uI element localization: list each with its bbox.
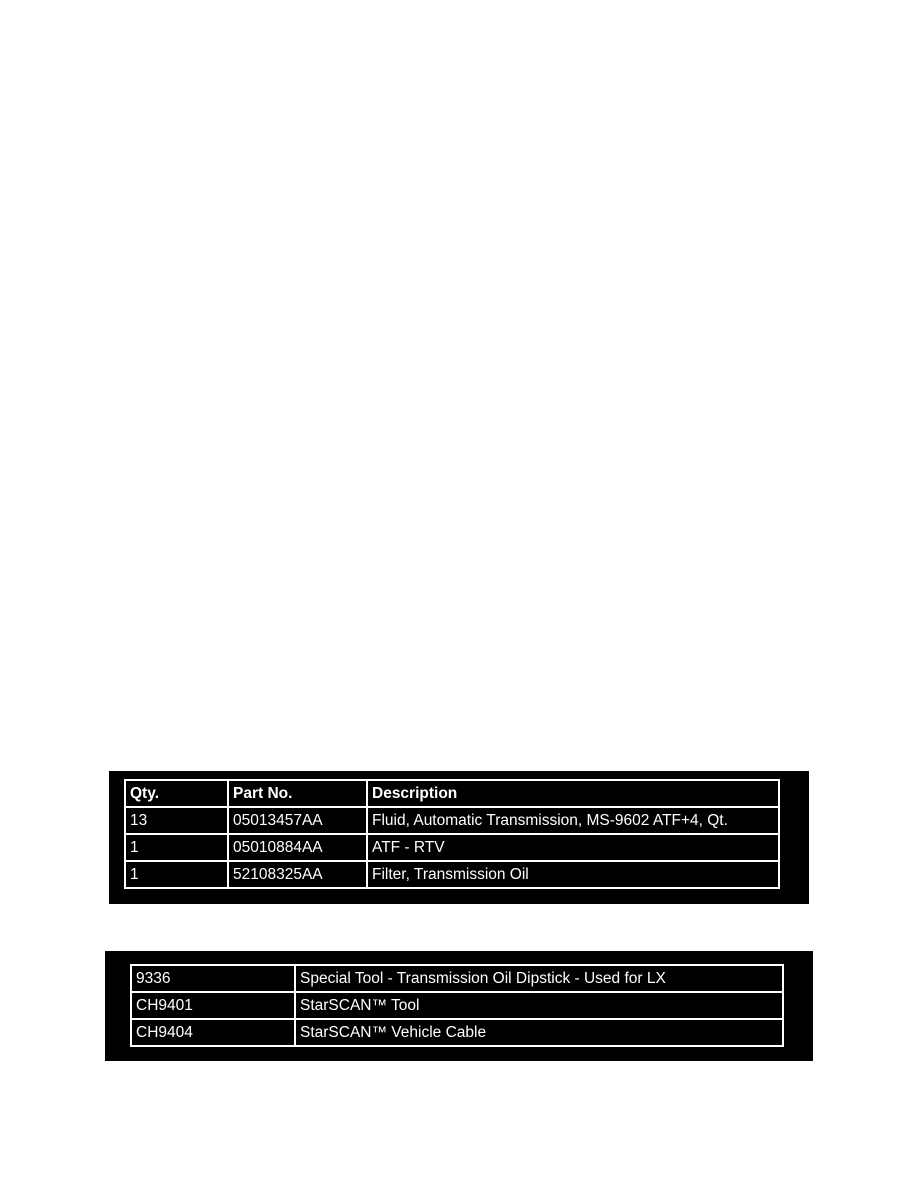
tools-table (130, 964, 784, 1047)
part-no-cell: 52108325AA (228, 861, 367, 888)
table-row (125, 807, 779, 834)
description-cell: Filter, Transmission Oil (367, 861, 779, 888)
tools-table-panel (105, 951, 813, 1061)
qty-cell: 1 (125, 861, 228, 888)
qty-cell: 1 (125, 834, 228, 861)
description-cell: Fluid, Automatic Transmission, MS-9602 ATF+4, Qt. (367, 807, 779, 834)
qty-cell: 13 (125, 807, 228, 834)
header-description: Description (367, 780, 779, 807)
parts-table (124, 779, 780, 889)
header-part-no: Part No. (228, 780, 367, 807)
table-row (131, 1019, 783, 1046)
tool-number-cell: CH9401 (131, 992, 295, 1019)
tool-description-cell: Special Tool - Transmission Oil Dipstick - Used for LX (295, 965, 783, 992)
header-qty: Qty. (125, 780, 228, 807)
part-no-cell: 05013457AA (228, 807, 367, 834)
description-cell: ATF - RTV (367, 834, 779, 861)
part-no-cell: 05010884AA (228, 834, 367, 861)
parts-table-header-row (125, 780, 779, 807)
table-row (125, 834, 779, 861)
tool-description-cell: StarSCAN™ Vehicle Cable (295, 1019, 783, 1046)
table-row (131, 992, 783, 1019)
parts-table-panel (109, 771, 809, 904)
table-row (131, 965, 783, 992)
tool-number-cell: CH9404 (131, 1019, 295, 1046)
tool-description-cell: StarSCAN™ Tool (295, 992, 783, 1019)
table-row (125, 861, 779, 888)
tool-number-cell: 9336 (131, 965, 295, 992)
